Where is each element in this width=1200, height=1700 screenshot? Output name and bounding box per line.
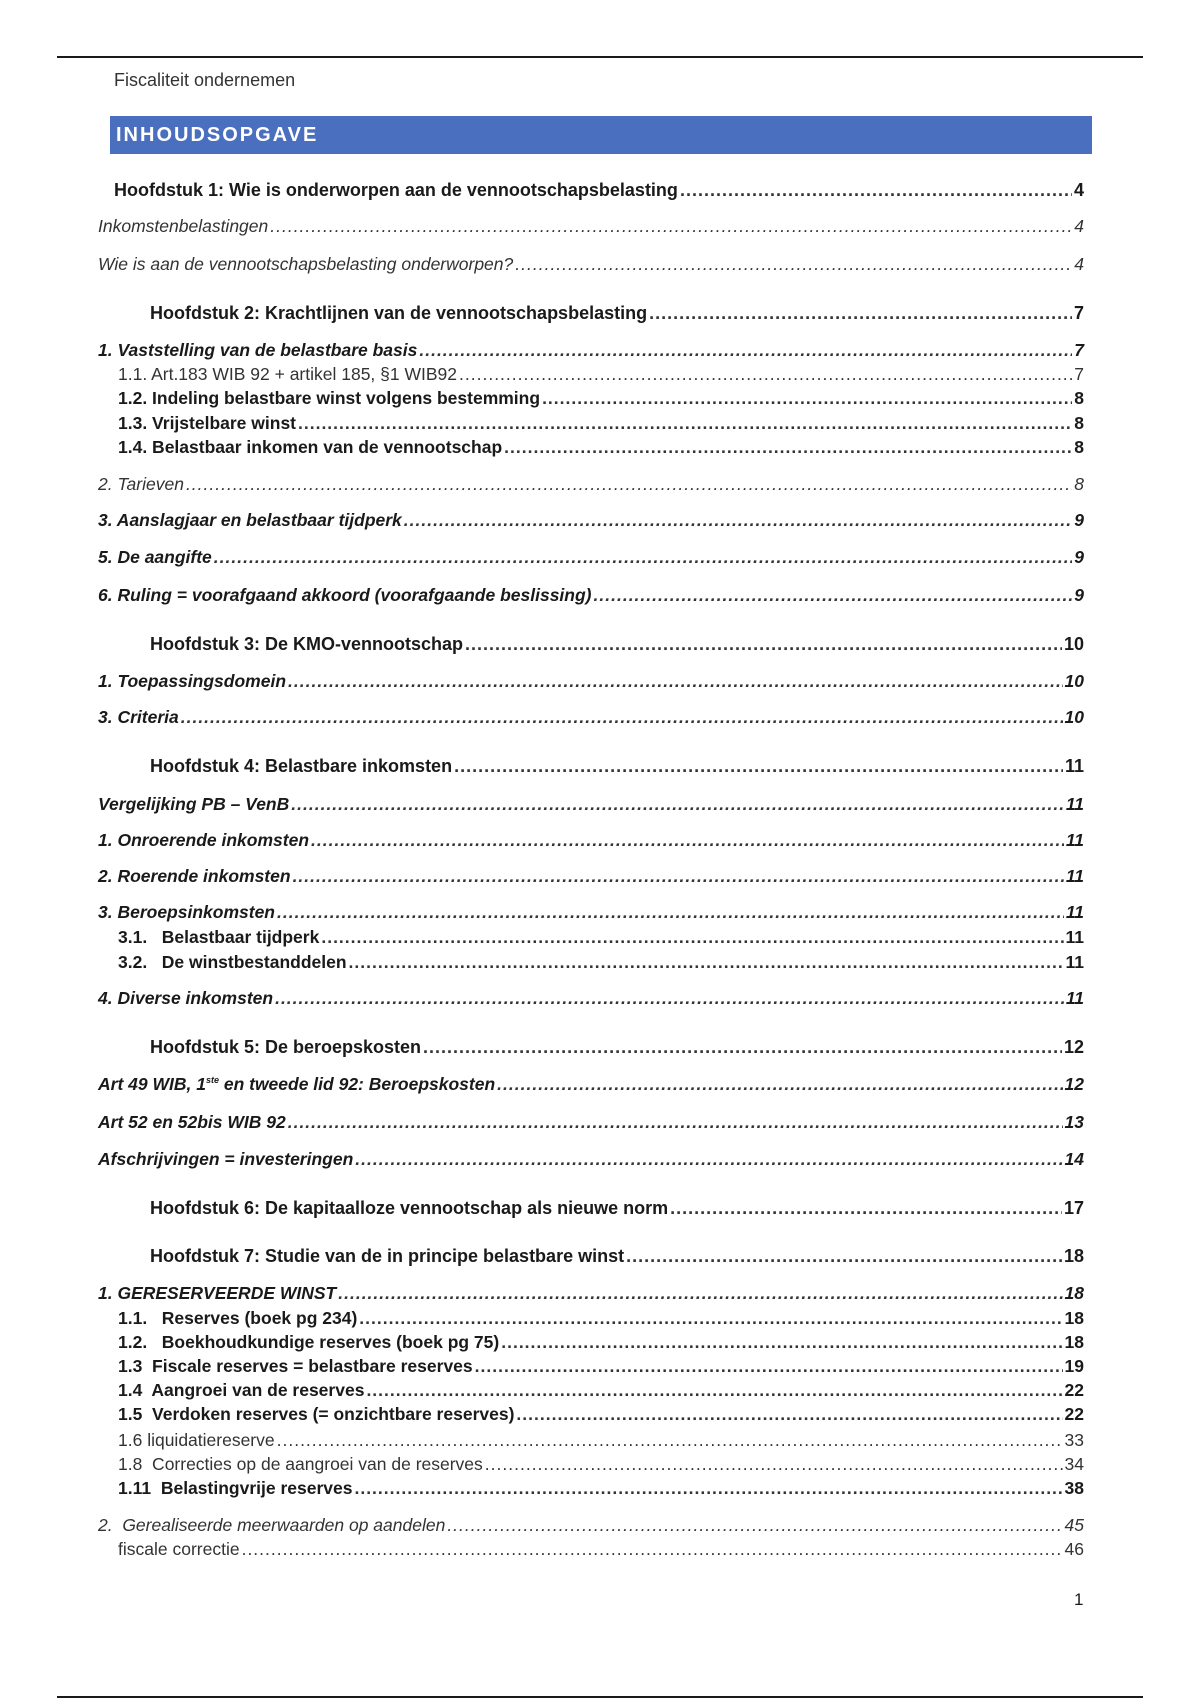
toc-entry[interactable]: 1.8 Correcties op de aangroei van de reserves ..... 34 <box>118 1454 1084 1475</box>
toc-entry[interactable]: 3. Aanslagjaar en belastbaar tijdperk ..... 9 <box>98 510 1084 531</box>
toc-entry[interactable]: 1.2. Boekhoudkundige reserves (boek pg 75) ..... 18 <box>118 1332 1084 1353</box>
toc-entry[interactable]: 3. Criteria ..... 10 <box>98 707 1084 728</box>
page-number: 1 <box>1074 1590 1084 1609</box>
toc-entry[interactable]: 1. Vaststelling van de belastbare basis ..... 7 <box>98 340 1084 361</box>
toc-entry[interactable]: 1.11 Belastingvrije reserves ..... 38 <box>118 1478 1084 1499</box>
toc-entry[interactable]: 1.3. Vrijstelbare winst ..... 8 <box>118 413 1084 434</box>
toc-entry[interactable]: 1. GERESERVEERDE WINST ..... 18 <box>98 1283 1084 1304</box>
top-rule <box>57 56 1143 58</box>
toc-entry[interactable]: 2. Roerende inkomsten ..... 11 <box>98 866 1084 887</box>
toc-entry[interactable]: Hoofdstuk 3: De KMO-vennootschap ..... 10 <box>150 634 1084 655</box>
toc-entry[interactable]: Hoofdstuk 6: De kapitaalloze vennootschap als nieuwe norm ..... 17 <box>150 1198 1084 1219</box>
toc-entry[interactable]: 5. De aangifte ..... 9 <box>98 547 1084 568</box>
toc-entry[interactable]: 6. Ruling = voorafgaand akkoord (voorafgaande beslissing) ..... 9 <box>98 585 1084 606</box>
toc-entry[interactable]: 1. Toepassingsdomein ..... 10 <box>98 671 1084 692</box>
toc-entry[interactable]: Art 52 en 52bis WIB 92 ..... 13 <box>98 1112 1084 1133</box>
toc-entry[interactable]: 1.1. Reserves (boek pg 234) ..... 18 <box>118 1308 1084 1329</box>
toc-entry[interactable]: 1. Onroerende inkomsten ..... 11 <box>98 830 1084 851</box>
toc-entry[interactable]: 2. Gerealiseerde meerwaarden op aandelen ..... 45 <box>98 1515 1084 1536</box>
toc-entry[interactable]: 1.3 Fiscale reserves = belastbare reserves ..... 19 <box>118 1356 1084 1377</box>
toc-entry[interactable]: 1.4. Belastbaar inkomen van de vennootschap ..... 8 <box>118 437 1084 458</box>
toc-entry[interactable]: Hoofdstuk 4: Belastbare inkomsten ..... 11 <box>150 756 1084 777</box>
bottom-rule <box>57 1696 1143 1698</box>
toc-entry[interactable]: 3.1. Belastbaar tijdperk ..... 11 <box>118 927 1084 948</box>
toc-entry[interactable]: Art 49 WIB, 1ste en tweede lid 92: Beroepskosten ..... 12 <box>98 1074 1084 1095</box>
toc-entry[interactable]: 1.1. Art.183 WIB 92 + artikel 185, §1 WIB92 ..... 7 <box>118 364 1084 385</box>
toc-entry[interactable]: Inkomstenbelastingen ..... 4 <box>98 216 1084 237</box>
toc-entry[interactable]: Vergelijking PB – VenB ..... 11 <box>98 794 1084 815</box>
toc-title: INHOUDSOPGAVE <box>110 116 1092 154</box>
toc-entry[interactable]: Wie is aan de vennootschapsbelasting onderworpen? ..... 4 <box>98 254 1084 275</box>
toc-entry[interactable]: 2. Tarieven ..... 8 <box>98 474 1084 495</box>
toc-entry[interactable]: Hoofdstuk 1: Wie is onderworpen aan de vennootschapsbelasting ..... 4 <box>114 180 1084 201</box>
toc-entry[interactable]: 3. Beroepsinkomsten ..... 11 <box>98 902 1084 923</box>
toc-entry[interactable]: Hoofdstuk 5: De beroepskosten ..... 12 <box>150 1037 1084 1058</box>
toc-entry[interactable]: 1.2. Indeling belastbare winst volgens bestemming ..... 8 <box>118 388 1084 409</box>
toc-entry[interactable]: Afschrijvingen = investeringen ..... 14 <box>98 1149 1084 1170</box>
toc-entry[interactable]: Hoofdstuk 7: Studie van de in principe belastbare winst ..... 18 <box>150 1246 1084 1267</box>
running-header: Fiscaliteit ondernemen <box>114 70 296 90</box>
toc-entry[interactable]: 3.2. De winstbestanddelen ..... 11 <box>118 952 1084 973</box>
toc-entry[interactable]: Hoofdstuk 2: Krachtlijnen van de vennootschapsbelasting ..... 7 <box>150 303 1084 324</box>
toc-entry[interactable]: 1.5 Verdoken reserves (= onzichtbare reserves) ..... 22 <box>118 1404 1084 1425</box>
toc-entry[interactable]: 4. Diverse inkomsten ..... 11 <box>98 988 1084 1009</box>
toc-entry[interactable]: 1.4 Aangroei van de reserves ..... 22 <box>118 1380 1084 1401</box>
toc-entry[interactable]: 1.6 liquidatiereserve ..... 33 <box>118 1430 1084 1451</box>
toc-entry[interactable]: fiscale correctie ..... 46 <box>118 1539 1084 1560</box>
